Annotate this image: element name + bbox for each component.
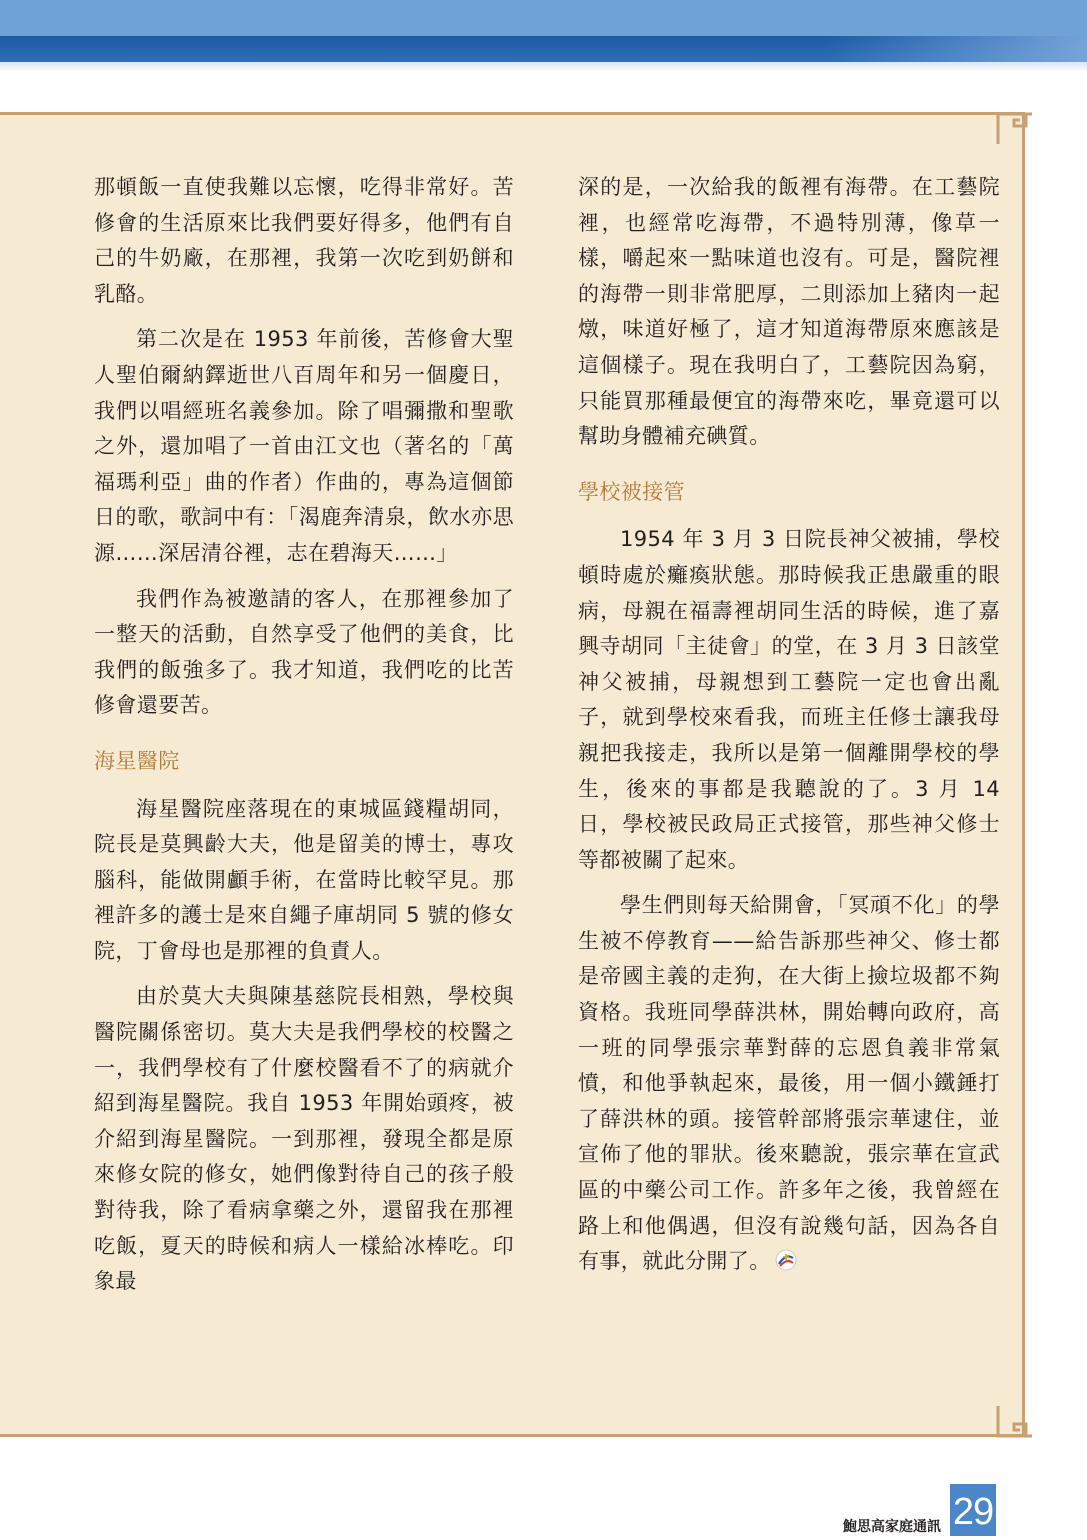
paragraph-text: 學生們則每天給開會，「冥頑不化」的學生被不停教育——給告訴那些神父、修士都是帝國主義的走狗，在大街上撿垃圾都不夠資格。我班同學薛洪林，開始轉向政府，高一班的同學張宗華對薛的忘恩負義非常氣憤，和他爭執起來，最後，用一個小鐵錘打了薛洪林的頭。接管幹部將張宗華逮住，並宣佈了他的罪狀。後來聽說，張宗華在宣武區的中藥公司工作。許多年之後，我曾經在路上和他偶遇，但沒有說幾句話，因為各自有事，就此分開了。 <box>578 893 1000 1274</box>
fret-corner-icon <box>996 1404 1034 1438</box>
section-heading: 學校被接管 <box>578 479 685 504</box>
fret-corner-icon <box>996 112 1034 146</box>
salesian-logo-icon <box>775 1249 797 1271</box>
right-column <box>578 170 1000 1290</box>
paragraph: 那頓飯一直使我難以忘懷，吃得非常好。苦修會的生活原來比我們要好得多，他們有自己的牛奶廠，在那裡，我第一次吃到奶餅和乳酪。 <box>94 175 514 306</box>
paragraph: 1954 年 3 月 3 日院長神父被捕，學校頓時處於癱瘓狀態。那時候我正患嚴重的眼病，母親在福壽裡胡同生活的時候，進了嘉興寺胡同「主徒會」的堂，在 3 月 3 日該堂神父被捕，母親想到工藝院一定也會出亂子，就到學校來看我，而班主任修士讓我母親把我接走，我所以是第一個離開學校的學生，後來的事都是我聽說的了。3 月 14 日，學校被民政局正式接管，那些神父修士等都被關了起來。 <box>578 527 1000 872</box>
header-band-fade <box>827 36 1087 62</box>
paragraph-final <box>578 888 1000 1280</box>
paragraph: 由於莫大夫與陳基慈院長相熟，學校與醫院關係密切。莫大夫是我們學校的校醫之一，我們學校有了什麼校醫看不了的病就介紹到海星醫院。我自 1953 年開始頭疼，被介紹到海星醫院。一到那裡，發現全都是原來修女院的修女，她們像對待自己的孩子般對待我，除了看病拿藥之外，還留我在那裡吃飯，夏天的時候和病人一樣給冰棒吃。印象最 <box>94 984 514 1294</box>
paragraph: 深的是，一次給我的飯裡有海帶。在工藝院裡，也經常吃海帶，不過特別薄，像草一樣，嚼起來一點味道也沒有。可是，醫院裡的海帶一則非常肥厚，二則添加上豬肉一起燉，味道好極了，這才知道海帶原來應該是這個樣子。現在我明白了，工藝院因為窮，只能買那種最便宜的海帶來吃，畢竟還可以幫助身體補充碘質。 <box>578 175 1000 449</box>
paragraph: 海星醫院座落現在的東城區錢糧胡同，院長是莫興齡大夫，他是留美的博士，專攻腦科，能做開顱手術，在當時比較罕見。那裡許多的護士是來自繩子庫胡同 5 號的修女院，丁會母也是那裡的負責人。 <box>94 796 514 963</box>
page-number: 29 <box>950 1484 996 1536</box>
section-heading: 海星醫院 <box>94 748 180 773</box>
left-column <box>94 170 514 1310</box>
paragraph: 我們作為被邀請的客人，在那裡參加了一整天的活動，自然享受了他們的美食，比我們的飯強多了。我才知道，我們吃的比苦修會還要苦。 <box>94 586 514 718</box>
paragraph: 第二次是在 1953 年前後，苦修會大聖人聖伯爾納鐸逝世八百周年和另一個慶日，我們以唱經班名義參加。除了唱彌撒和聖歌之外，還加唱了一首由江文也（著名的「萬福瑪利亞」曲的作者）作曲的，專為這個節日的歌，歌詞中有：「渴鹿奔清泉，飲水亦思源……深居清谷裡，志在碧海天……」 <box>94 327 514 565</box>
header-band <box>0 0 1087 72</box>
publication-title: 鮑思高家庭通訊 <box>843 1519 941 1535</box>
